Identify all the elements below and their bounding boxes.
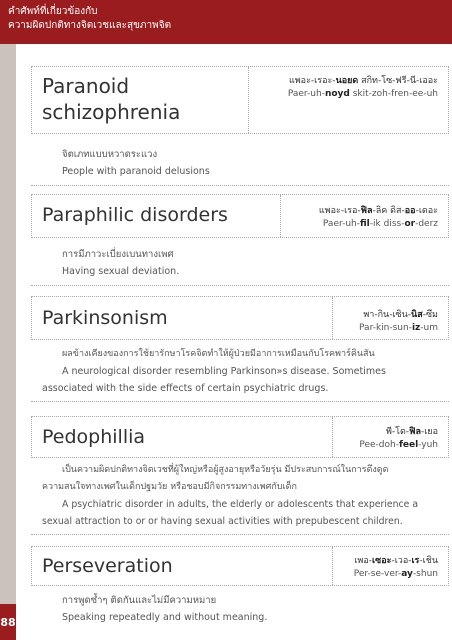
definition-english: People with paranoid delusions	[62, 166, 210, 177]
left-sidebar-strip	[0, 44, 16, 640]
pronunciation-english: Par-kin-sun-iz-um	[359, 323, 438, 333]
definition-thai: การพูดซ้ำๆ ติดกันและไม่มีความหมาย	[62, 595, 217, 606]
term-divider	[332, 547, 333, 585]
term-name: Pedophillia	[42, 426, 146, 448]
header-title	[8, 5, 171, 33]
header-line-2: ความผิดปกติทางจิตเวชและสุขภาพจิต	[8, 20, 172, 31]
pronunciation-english: Paer-uh-noyd skit-zoh-fren-ee-uh	[287, 89, 438, 99]
section-divider	[31, 185, 449, 186]
term-box-parkinsonism	[31, 296, 449, 340]
term-divider	[248, 67, 249, 133]
pronunciation-thai: เพอ-เซอะ-เวอ-เร-เชิน	[354, 556, 438, 566]
term-divider	[332, 297, 333, 339]
pronunciation-thai: แพอะ-เรอะ-นอยด สกิท-โซ-ฟรี-นี-เออะ	[288, 76, 438, 86]
term-name-line-1: Paranoid	[42, 74, 130, 98]
definition-english-line-1: A neurological disorder resembling Parkinson»s disease. Sometimes	[62, 366, 386, 377]
definition-thai: จิตเภทแบบหวาดระแวง	[62, 149, 158, 160]
pronunciation-english: Per-se-ver-ay-shun	[353, 569, 438, 579]
pronunciation-english: Pee-doh-feel-yuh	[359, 440, 438, 450]
section-divider	[31, 285, 449, 286]
section-divider	[31, 534, 449, 535]
term-name: Parkinsonism	[42, 307, 168, 329]
definition-english-line-2: sexual attraction to or or having sexual activities with prepubescent children.	[42, 516, 403, 527]
definition-english-line-1: A psychiatric disorder in adults, the elderly or adolescents that experience a	[62, 499, 419, 510]
definition-english: Speaking repeatedly and without meaning.	[62, 612, 268, 623]
pronunciation-thai: พี-โด-ฟิล-เยอ	[385, 427, 438, 437]
header-band	[0, 0, 452, 44]
pronunciation-english: Paer-uh-fil-ik diss-or-derz	[322, 219, 438, 229]
definition-thai-line-1: เป็นความผิดปกติทางจิตเวชที่ผู้ใหญ่หรือผู้สูงอายุหรือวัยรุ่น มีประสบการณ์ในการดึงดูด	[62, 465, 389, 475]
term-name	[42, 73, 180, 125]
definition-thai: ผลข้างเคียงของการใช้ยารักษาโรคจิตทำให้ผู้ป่วยมีอาการเหมือนกับโรคพาร์คินสัน	[62, 349, 375, 359]
term-divider	[280, 195, 281, 237]
definition-thai-line-2: ความสนใจทางเพศในเด็กปฐมวัย หรือชอบมีกิจกรรมทางเพศกับเด็ก	[42, 482, 297, 492]
term-box-paraphilic-disorders	[31, 194, 449, 238]
term-name: Perseveration	[42, 555, 173, 577]
term-box-perseveration	[31, 546, 449, 586]
pronunciation-thai: แพอะ-เรอ-ฟิล-ลิค ดิส-ออ-เดอะ	[318, 206, 438, 216]
pronunciation-thai: พา-กิน-เซิน-นิส-ซึม	[363, 310, 438, 320]
term-box-paranoid-schizophrenia	[31, 66, 449, 134]
term-box-pedophillia	[31, 416, 449, 458]
page-number: 88	[0, 604, 16, 640]
term-divider	[332, 417, 333, 457]
section-divider	[31, 401, 449, 402]
definition-thai: การมีภาวะเบี่ยงเบนทางเพศ	[62, 249, 174, 260]
term-name: Paraphilic disorders	[42, 204, 228, 226]
header-line-1: คำศัพท์ที่เกี่ยวข้องกับ	[8, 6, 98, 17]
definition-english: Having sexual deviation.	[62, 266, 180, 277]
term-name-line-2: schizophrenia	[42, 100, 181, 124]
definition-english-line-2: associated with the side effects of certain psychiatric drugs.	[42, 383, 329, 394]
